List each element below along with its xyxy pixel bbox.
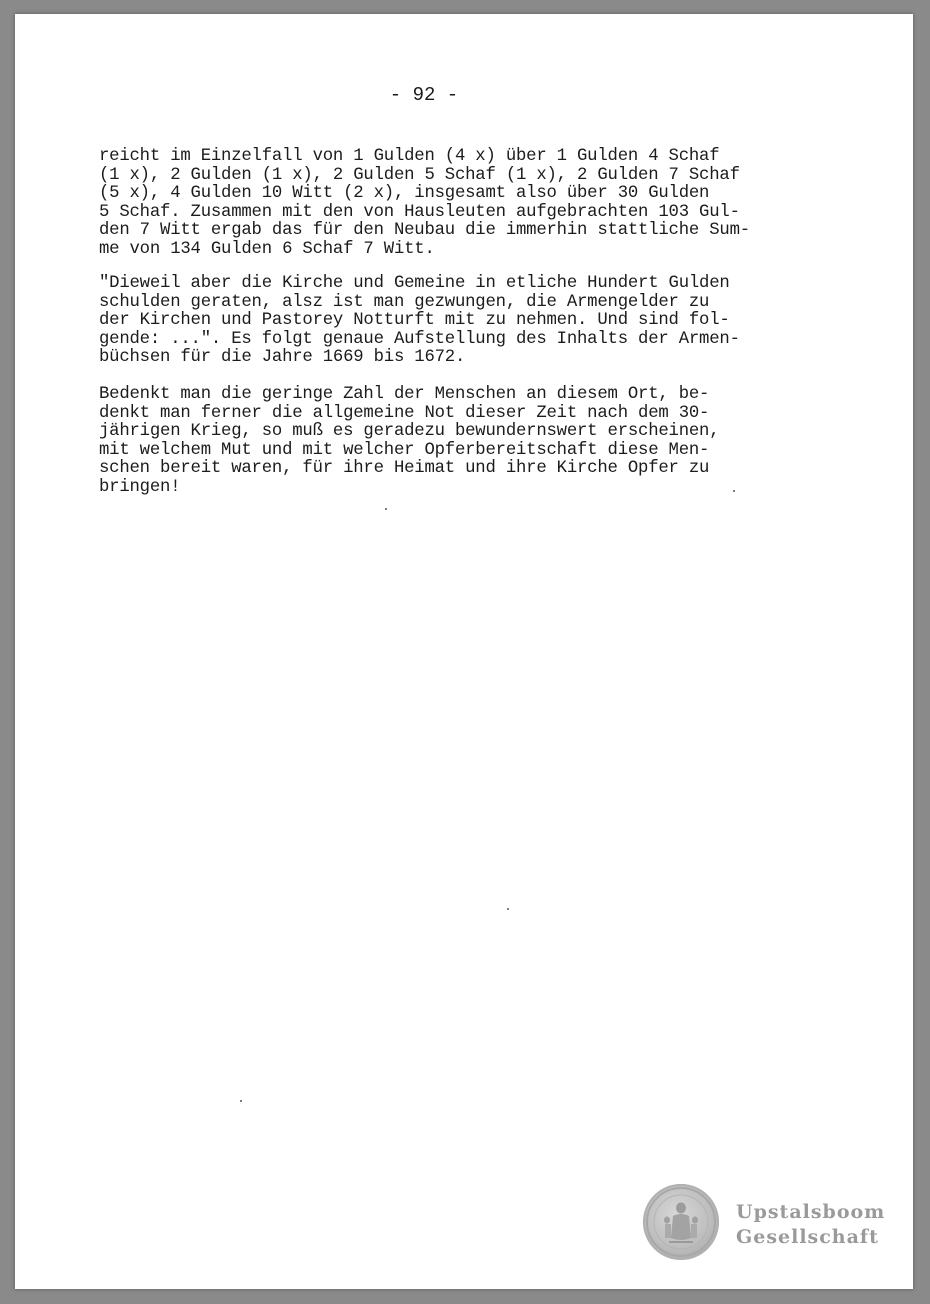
paragraph-line: der Kirchen und Pastorey Notturft mit zu nehmen. Und sind fol- [99, 311, 730, 331]
paragraph-1 [99, 148, 839, 260]
scan-speck [240, 1100, 242, 1102]
paragraph-2 [99, 275, 839, 368]
paragraph-line: büchsen für die Jahre 1669 bis 1672. [99, 348, 466, 368]
paragraph-line: denkt man ferner die allgemeine Not dieser Zeit nach dem 30- [99, 403, 710, 423]
paragraph-line: schulden geraten, alsz ist man gezwungen, die Armengelder zu [99, 292, 710, 312]
page-number: - 92 - [389, 84, 459, 106]
watermark-text [736, 1200, 885, 1250]
seal-icon [643, 1184, 719, 1260]
scan-speck [385, 508, 387, 510]
paragraph-line: jährigen Krieg, so muß es geradezu bewundernswert erscheinen, [99, 422, 720, 442]
paragraph-line: 5 Schaf. Zusammen mit den von Hausleuten aufgebrachten 103 Gul- [99, 202, 740, 222]
document-page [15, 14, 913, 1289]
paragraph-line: bringen! [99, 477, 181, 497]
paragraph-line: (5 x), 4 Gulden 10 Witt (2 x), insgesamt also über 30 Gulden [99, 184, 710, 204]
paragraph-line: "Dieweil aber die Kirche und Gemeine in etliche Hundert Gulden [99, 274, 730, 293]
paragraph-line: Bedenkt man die geringe Zahl der Menschen an diesem Ort, be- [99, 385, 710, 404]
paragraph-line: den 7 Witt ergab das für den Neubau die immerhin stattliche Sum- [99, 221, 750, 241]
paragraph-line: me von 134 Gulden 6 Schaf 7 Witt. [99, 239, 435, 259]
paragraph-line: gende: ...". Es folgt genaue Aufstellung des Inhalts der Armen- [99, 329, 740, 349]
paragraph-line: schen bereit waren, für ihre Heimat und ihre Kirche Opfer zu [99, 459, 710, 479]
paragraph-line: mit welchem Mut und mit welcher Opferbereitschaft diese Men- [99, 440, 710, 460]
watermark-line-2: Gesellschaft [736, 1226, 879, 1248]
scan-speck [733, 490, 735, 492]
paragraph-line: reicht im Einzelfall von 1 Gulden (4 x) über 1 Gulden 4 Schaf [99, 147, 720, 166]
paragraph-3 [99, 386, 839, 498]
paragraph-line: (1 x), 2 Gulden (1 x), 2 Gulden 5 Schaf (1 x), 2 Gulden 7 Schaf [99, 165, 740, 185]
scan-speck [507, 908, 509, 910]
watermark-line-1: Upstalsboom [736, 1201, 886, 1223]
